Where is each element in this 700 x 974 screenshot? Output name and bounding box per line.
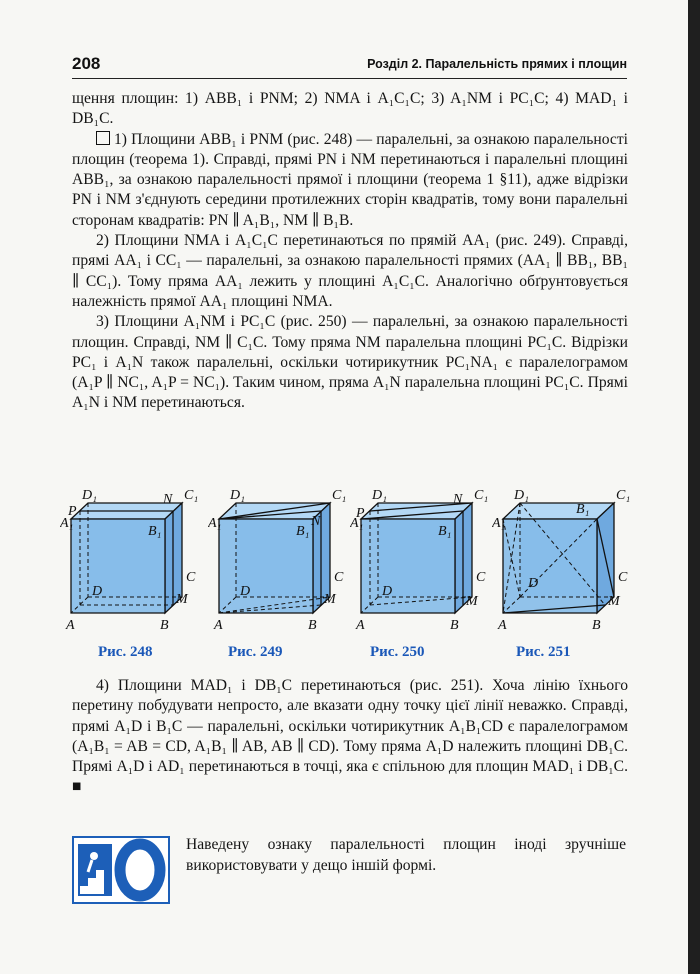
vertex-label: B [308,618,317,633]
proof-start-icon [96,131,110,145]
body-text-bottom [72,676,628,798]
vertex-label: D₁ [82,488,97,503]
vertex-label: M [608,594,620,609]
paragraph-2: 2) Площини NMA і A₁C₁C перетинаються по прямій AA₁ (рис. 249). Справді, прямі AA₁ і CC₁ — паралельні, за ознакою паралельності прямих (AA₁ ∥ BB₁, BB₁ ∥ CC₁). Тому пряма AA₁ лежить у площині A₁C₁C. Аналогічно обґрунтовується належність прямої AA₁ площині NMA. [72,232,628,310]
vertex-label: C [476,570,486,585]
vertex-label: A [214,618,223,633]
vertex-label: D [528,576,539,591]
note-block [186,834,626,876]
vertex-label: D₁ [230,488,245,503]
figure-caption: Рис. 250 [370,644,425,660]
vertex-label: A₁ [208,516,222,531]
vertex-label: A₁ [492,516,506,531]
figure-248 [60,487,200,642]
vertex-label: N [453,492,463,507]
vertex-label: M [324,592,336,607]
paragraph-0: щення площин: 1) ABB₁ і PNM; 2) NMA і A₁C₁C; 3) A₁NM і PC₁C; 4) MAD₁ і DB₁C. [72,90,628,128]
figure-caption: Рис. 249 [228,644,283,660]
vertex-label: C [618,570,628,585]
vertex-label: P [68,504,77,519]
figures-row [60,487,630,667]
vertex-label: C₁ [616,488,631,503]
figure-caption: Рис. 248 [98,644,153,660]
vertex-label: C₁ [474,488,489,503]
info-o-icon [72,836,170,904]
page-header [72,54,627,79]
vertex-label: M [176,592,188,607]
paragraph-3: 3) Площини A₁NM і PC₁C (рис. 250) — паралельні, за ознакою паралельності площин. Справді, NM ∥ C₁C. Тому пряма NM паралельна площині PC₁C. Відрізки PC₁ і A₁N також паралельні, оскільки чотирикутник PC₁NA₁ є паралелограмом (A₁P ∥ NC₁, A₁P = NC₁). Таким чином, пряма A₁N паралельна площині PC₁C. Прямі A₁N і NM перетинаються. [72,313,628,412]
vertex-label: D [92,584,103,599]
paragraph-4: 4) Площини MAD₁ і DB₁C перетинаються (рис. 251). Хоча лінію їхнього перетину побудувати непросто, але вказати одну точку цієї лінії неважко. Справді, прямі A₁D і B₁C — паралельні, оскільки чотирикутник A₁B₁CD є паралелограмом (A₁B₁ = AB = CD, A₁B₁ ∥ AB, AB ∥ CD). Тому пряма A₁D належить площині DB₁C. Прямі A₁D і AD₁ перетинаються в точці, яка є спільною для площин MAD₁ і DB₁C. ■ [72,677,628,796]
page-number: 208 [72,54,101,73]
section-title: Розділ 2. Паралельність прямих і площин [367,57,627,71]
vertex-label: D₁ [372,488,387,503]
vertex-label: C₁ [332,488,347,503]
vertex-label: B₁ [296,524,310,539]
figure-caption: Рис. 251 [516,644,571,660]
vertex-label: A₁ [350,516,364,531]
paragraph-1-text: 1) Площини ABB₁ і PNM (рис. 248) — паралельні, за ознакою паралельності площин (теорема 1). Справді, прямі PN і NM перетинаються і паралельні площині ABB₁, за ознакою паралельності прямої і площини (теорема 1 §11), адже відрізки PN і NM з'єднують середини протилежних сторін квадратів, тому вони паралельні сторонам квадратів: PN ∥ A₁B₁, NM ∥ B₁B. [72,130,628,229]
body-text-top [72,89,628,414]
note-text: Наведену ознаку паралельності площин іноді зручніше використовувати у дещо іншій формі. [186,836,626,874]
vertex-label: D [240,584,251,599]
vertex-label: D₁ [514,488,529,503]
vertex-label: A [356,618,365,633]
figure-250 [350,487,490,642]
vertex-label: C₁ [184,488,199,503]
vertex-label: A [66,618,75,633]
vertex-label: N [311,514,321,529]
vertex-label: C [186,570,196,585]
vertex-label: D [382,584,393,599]
figure-249 [208,487,348,642]
vertex-label: C [334,570,344,585]
vertex-label: P [356,506,365,521]
vertex-label: B₁ [438,524,452,539]
vertex-label: M [466,594,478,609]
vertex-label: B [160,618,169,633]
vertex-label: N [163,492,173,507]
vertex-label: B₁ [576,502,590,517]
vertex-label: A₁ [60,516,74,531]
vertex-label: B [450,618,459,633]
vertex-label: A [498,618,507,633]
paragraph-1 [72,130,628,231]
vertex-label: B [592,618,601,633]
figure-251 [492,487,632,642]
vertex-label: B₁ [148,524,162,539]
